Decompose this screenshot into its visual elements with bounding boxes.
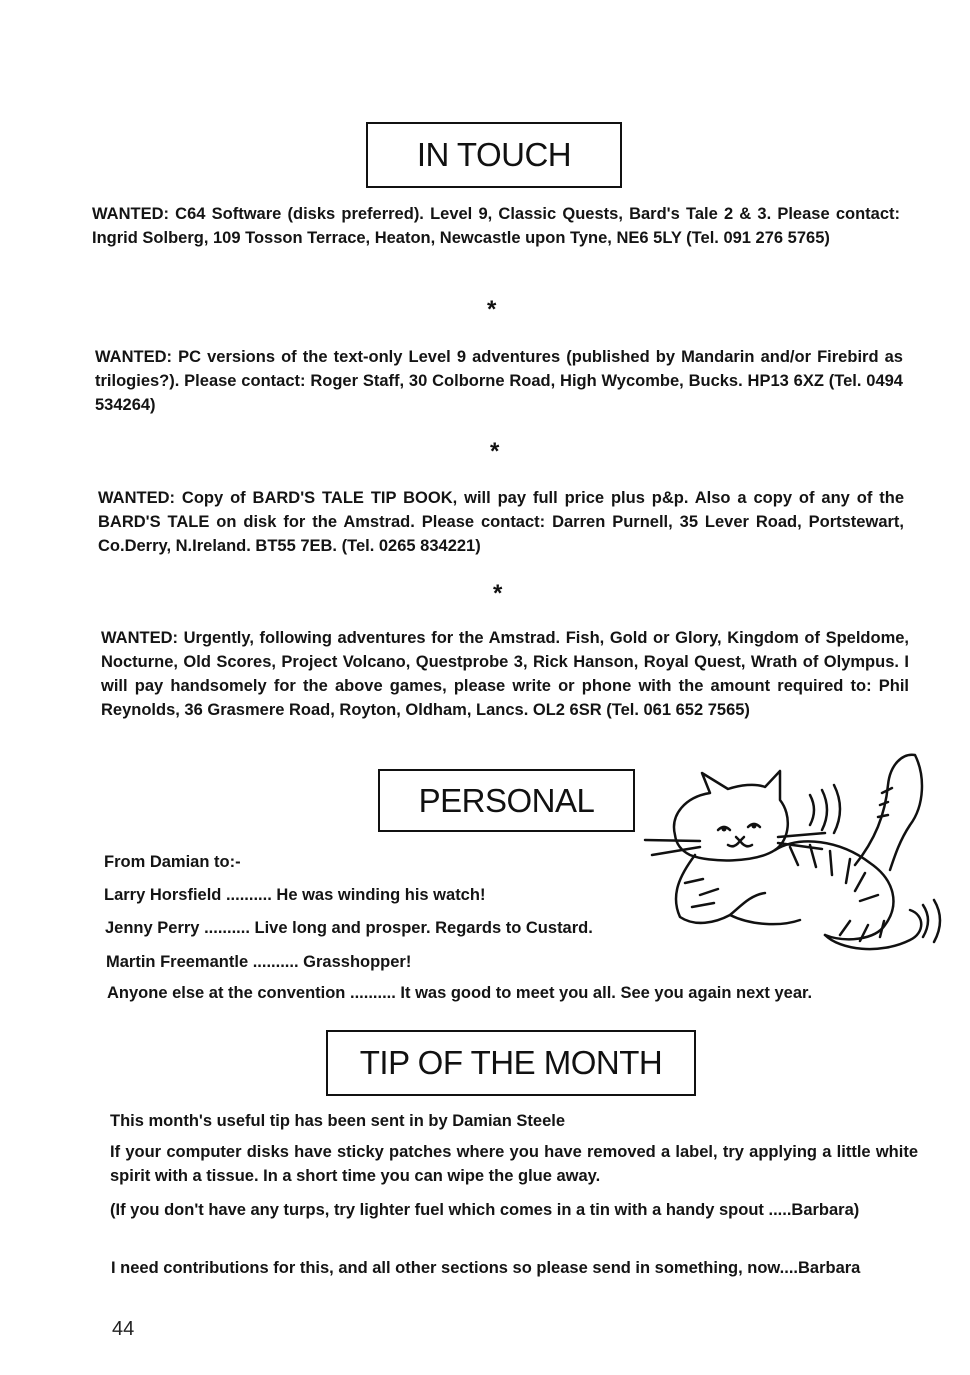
message-name: Anyone else at the convention: [107, 984, 346, 1002]
message-name: Martin Freemantle: [106, 953, 249, 971]
tip-note-barbara: (If you don't have any turps, try lighter fuel which comes in a tin with a handy spout .....Barbara): [110, 1201, 860, 1219]
message-dots: ..........: [204, 919, 250, 937]
message-name: Jenny Perry: [105, 919, 200, 937]
separator-star-2: *: [490, 438, 500, 465]
message-dots: ..........: [252, 953, 299, 971]
message-text: Grasshopper!: [303, 953, 412, 971]
tip-body: If your computer disks have sticky patches where you have removed a label, try applying a little white spirit with a tissue. In a short time you can wipe the glue away.: [110, 1143, 918, 1185]
in-touch-heading: IN TOUCH: [416, 136, 572, 173]
separator-star-1: *: [487, 296, 497, 323]
message-text: Live long and prosper. Regards to Custard.: [254, 919, 593, 937]
personal-heading: PERSONAL: [418, 781, 595, 819]
personal-message-2: [105, 919, 593, 938]
contributions-request: I need contributions for this, and all other sections so please send in something, now....Barbara: [111, 1259, 861, 1277]
ad-roger-staff: WANTED: PC versions of the text-only Level 9 adventures (published by Mandarin and/or Firebird as trilogies?). Please contact: Roger Staff, 30 Colborne Road, High Wycombe, Bucks. HP13 6XZ (Tel. 0494 534264): [95, 348, 903, 414]
ad-ingrid-solberg: WANTED: C64 Software (disks preferred). Level 9, Classic Quests, Bard's Tale 2 & 3. Please contact: Ingrid Solberg, 109 Tosson Terrace, Heaton, Newcastle upon Tyne, NE6 5LY (Tel. 091 276 5765): [92, 205, 900, 247]
message-dots: ..........: [349, 984, 396, 1002]
in-touch-heading-box: [366, 122, 622, 188]
tip-intro: This month's useful tip has been sent in by Damian Steele: [110, 1112, 566, 1130]
message-text: He was winding his watch!: [276, 886, 486, 904]
message-dots: ..........: [225, 886, 272, 904]
tip-heading-box: [326, 1030, 696, 1096]
page-number: 44: [112, 1318, 135, 1340]
ad-phil-reynolds: WANTED: Urgently, following adventures for the Amstrad. Fish, Gold or Glory, Kingdom of Speldome, Nocturne, Old Scores, Project Volcano, Questprobe 3, Rick Hanson, Royal Quest, Wrath of Olympus. I will pay handsomely for the above games, please write or phone with the amount required to: Phil Reynolds, 36 Grasmere Road, Royton, Oldham, Lancs. OL2 6SR (Tel. 061 652 7565): [101, 629, 909, 719]
separator-star-3: *: [493, 580, 503, 607]
message-text: It was good to meet you all. See you again next year.: [400, 984, 813, 1002]
personal-message-4: [107, 984, 812, 1003]
tip-heading: TIP OF THE MONTH: [359, 1044, 663, 1081]
personal-message-3: [106, 953, 411, 972]
message-name: Larry Horsfield: [104, 886, 222, 904]
personal-heading-box: [378, 769, 635, 832]
running-cat-illustration: [640, 745, 955, 960]
ad-darren-purnell: WANTED: Copy of BARD'S TALE TIP BOOK, will pay full price plus p&p. Also a copy of any of the BARD'S TALE on disk for the Amstrad. Please contact: Darren Purnell, 35 Lever Road, Portstewart, Co.Derry, N.Ireland. BT55 7EB. (Tel. 0265 834221): [98, 489, 904, 555]
personal-message-1: [104, 886, 485, 905]
personal-intro: From Damian to:-: [104, 853, 241, 871]
